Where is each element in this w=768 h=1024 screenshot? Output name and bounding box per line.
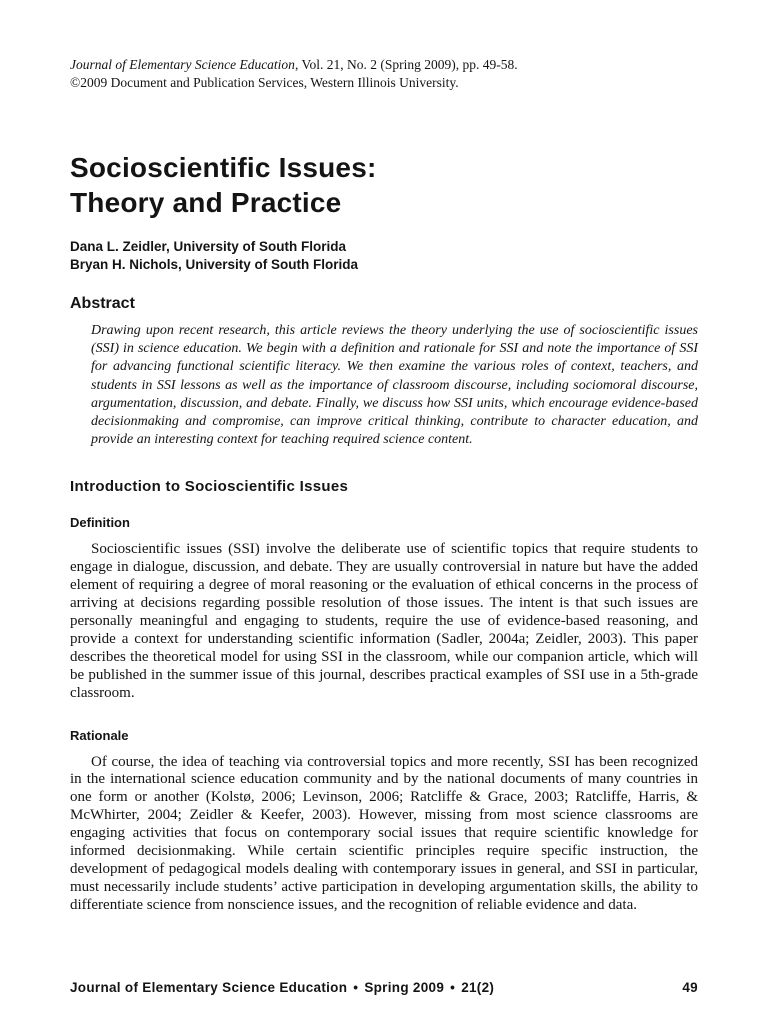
footer-separator-2: • bbox=[450, 980, 456, 995]
article-title-line-1: Socioscientific Issues: bbox=[70, 152, 377, 183]
page-number: 49 bbox=[682, 980, 698, 995]
page-footer bbox=[70, 979, 698, 997]
copyright-notice: ©2009 Document and Publication Services, Western Illinois University. bbox=[70, 75, 459, 90]
citation-journal-name: Journal of Elementary Science Education bbox=[70, 57, 295, 72]
footer-separator-1: • bbox=[353, 980, 359, 995]
journal-citation bbox=[70, 56, 698, 92]
article-title bbox=[70, 150, 698, 220]
rationale-paragraph: Of course, the idea of teaching via controversial topics and more recently, SSI has been recognized in the international science education community and by the national documents of many countries in one form or another (Kolstø, 2006; Levinson, 2006; Ratcliffe & Grace, 2003; Ratcliffe, Harris, & McWhirter, 2004; Zeidler & Keefer, 2003). However, missing from most science classrooms are engaging activities that focus on contemporary social issues that require scientific knowledge for informed decisionmaking. While certain scientific principles require specific instruction, the development of pedagogical models dealing with contemporary issues in general, and SSI in particular, must necessarily include students’ active participation in developing argumentation skills, the ability to differentiate science from nonscience issues, and the recognition of reliable evidence and data. bbox=[70, 753, 698, 913]
article-title-line-2: Theory and Practice bbox=[70, 187, 342, 218]
footer-journal-name: Journal of Elementary Science Education bbox=[70, 980, 348, 995]
subsection-heading-definition: Definition bbox=[70, 515, 130, 531]
section-heading-introduction: Introduction to Socioscientific Issues bbox=[70, 478, 349, 496]
article-page bbox=[70, 56, 698, 915]
author-list bbox=[70, 238, 698, 274]
footer-issue: 21(2) bbox=[461, 980, 495, 995]
footer-season: Spring 2009 bbox=[364, 980, 445, 995]
abstract-heading: Abstract bbox=[70, 295, 135, 312]
citation-details: , Vol. 21, No. 2 (Spring 2009), pp. 49-58. bbox=[294, 57, 518, 72]
abstract-text: Drawing upon recent research, this article reviews the theory underlying the use of socioscientific issues (SSI) in science education. We begin with a definition and rationale for SSI and note the importance of SSI for advancing functional scientific literacy. We then examine the various roles of context, teachers, and students in SSI lessons as well as the importance of classroom discourse, including sociomoral discourse, argumentation, discussion, and debate. Finally, we discuss how SSI units, which encourage evidence-based decisionmaking and compromise, can improve critical thinking, contribute to character education, and provide an interesting context for teaching required science content. bbox=[91, 323, 698, 448]
author-2: Bryan H. Nichols, University of South Florida bbox=[70, 257, 359, 272]
author-1: Dana L. Zeidler, University of South Florida bbox=[70, 239, 347, 254]
definition-paragraph: Socioscientific issues (SSI) involve the deliberate use of scientific topics that require students to engage in dialogue, discussion, and debate. They are usually controversial in nature but have the added element of requiring a degree of moral reasoning or the evaluation of ethical concerns in the process of arriving at decisions regarding possible resolution of those issues. The intent is that such issues are personally meaningful and engaging to students, require the use of evidence-based reasoning, and provide a context for understanding scientific information (Sadler, 2004a; Zeidler, 2003). This paper describes the theoretical model for using SSI in the classroom, while our companion article, which will be published in the summer issue of this journal, describes practical examples of SSI use in a 5th-grade classroom. bbox=[70, 541, 698, 701]
subsection-heading-rationale: Rationale bbox=[70, 727, 129, 743]
